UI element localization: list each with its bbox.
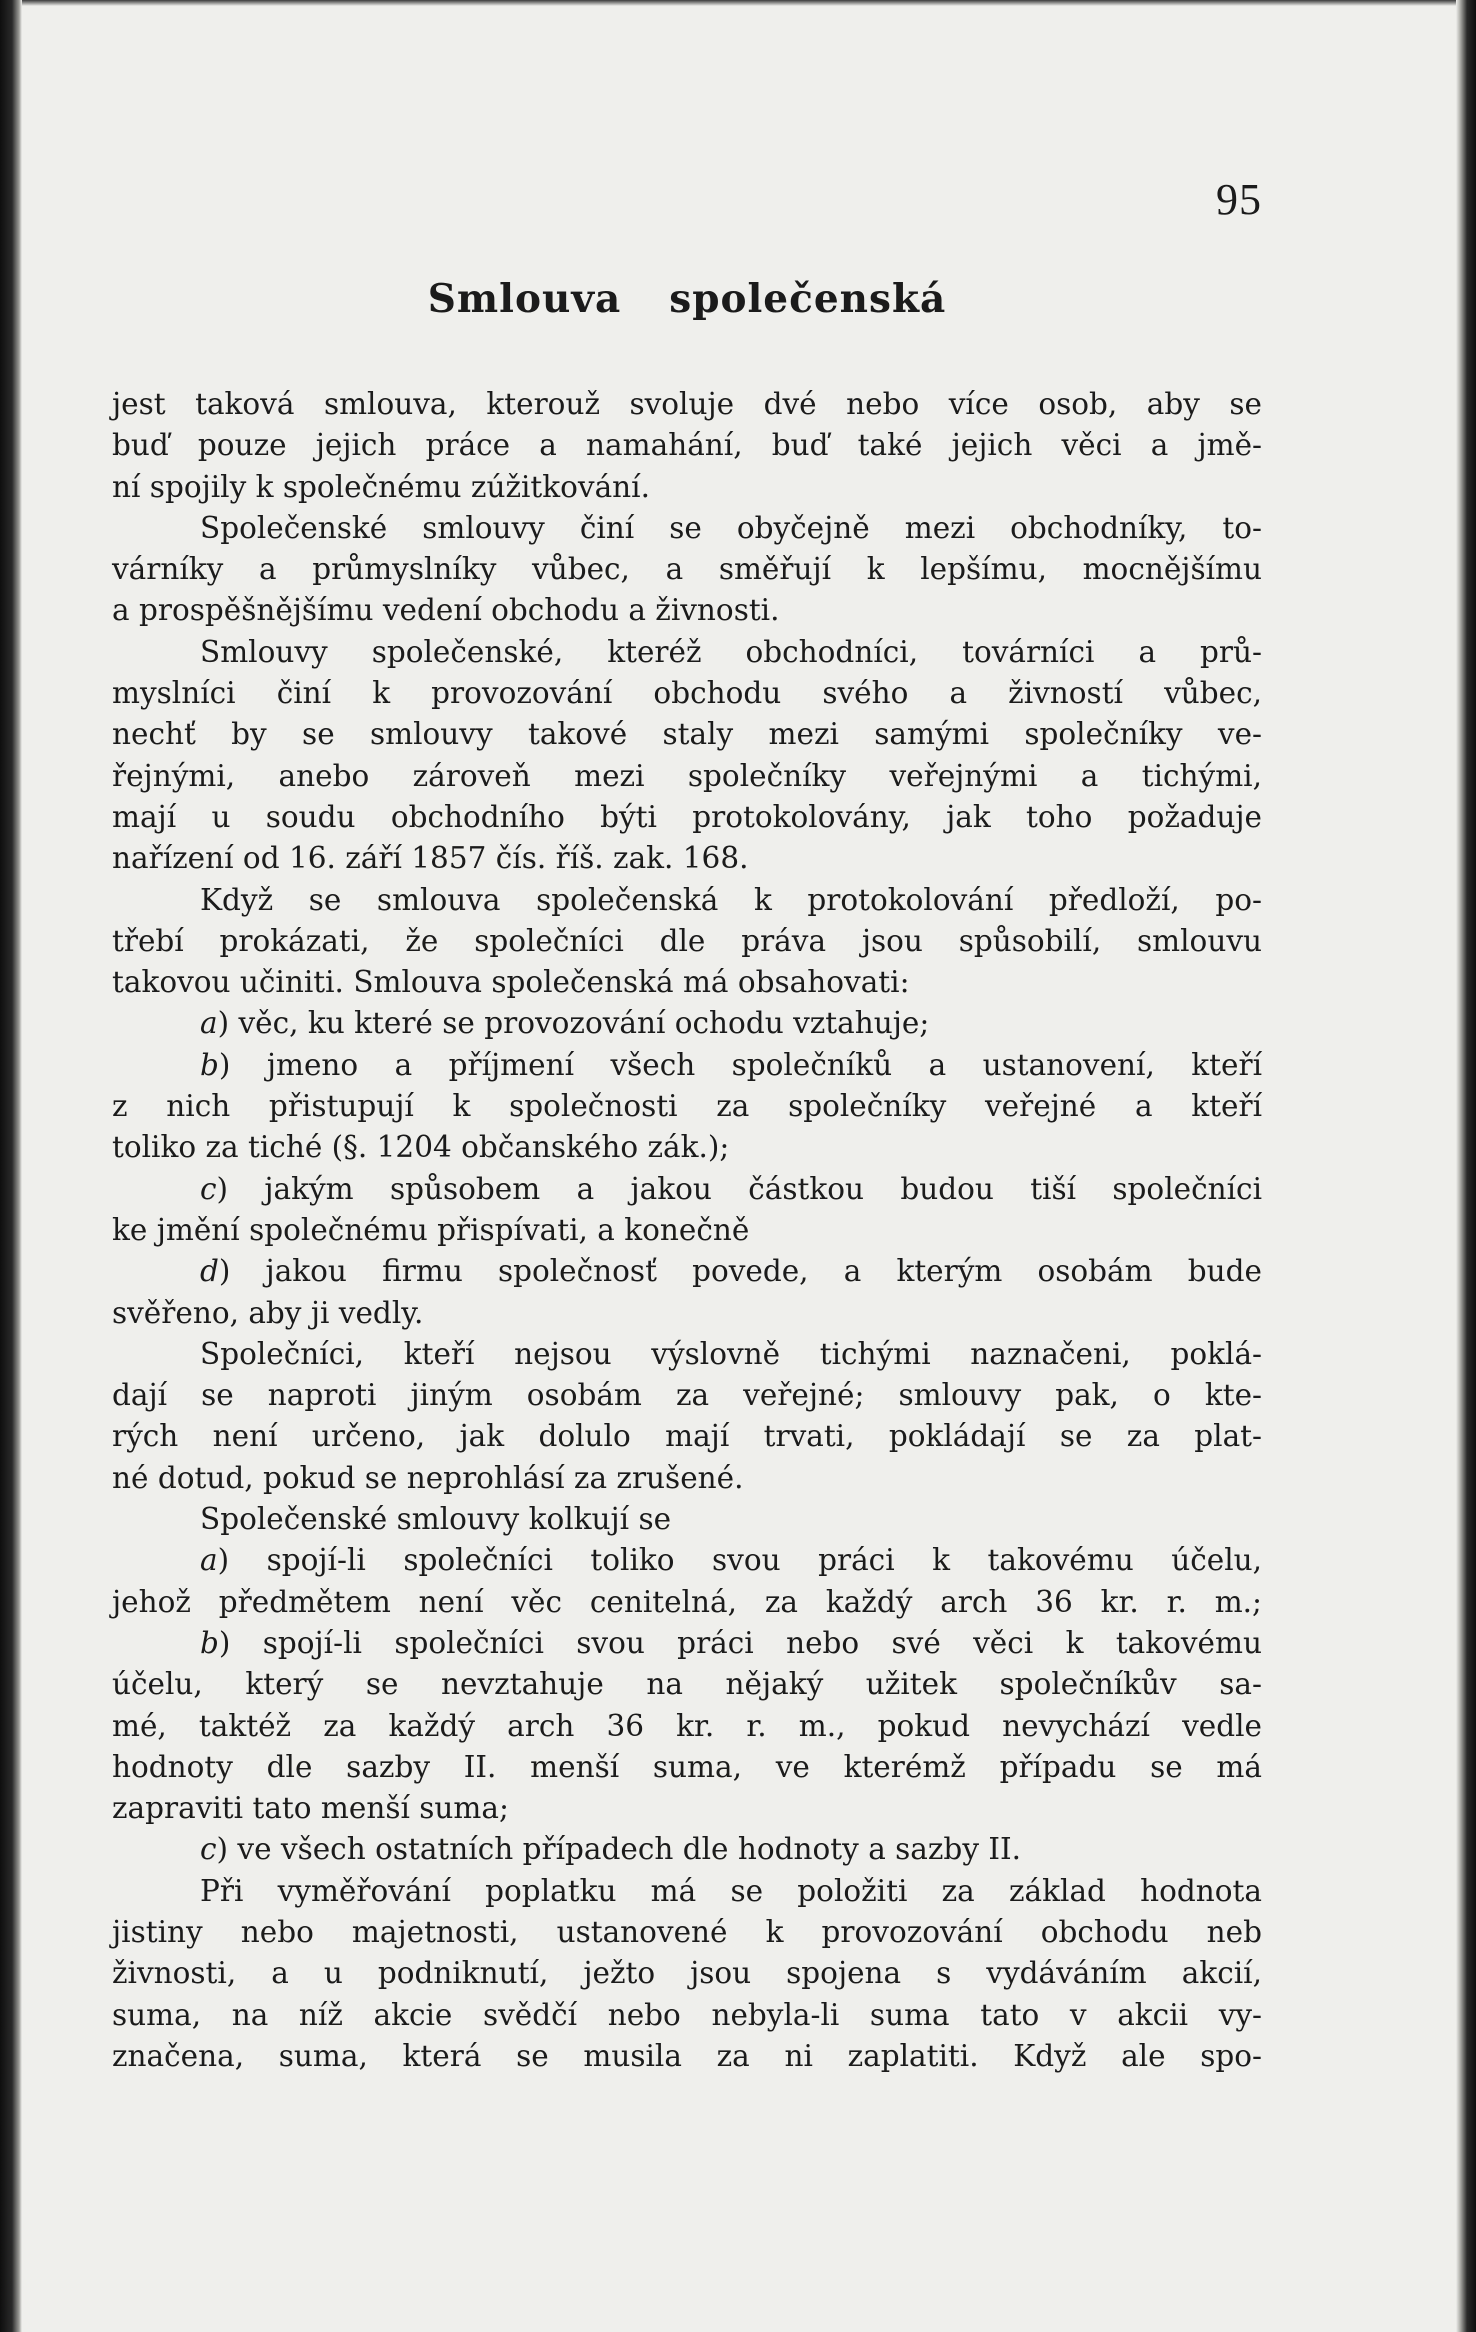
text-line: nařízení od 16. září 1857 čís. říš. zak. 168. [112,841,749,876]
list-item-b: b) jmeno a příjmení všech společníků a ustanovení, kteří [200,1047,1262,1082]
text-line: hodnoty dle sazby II. menší suma, ve kterémž případu se má [112,1749,1262,1784]
scan-edge-right [1456,0,1476,2332]
list-item-d: d) jakou firmu společnosť povede, a kterým osobám bude [200,1254,1262,1289]
text-line: myslníci činí k provozování obchodu svého a živností vůbec, [112,676,1262,711]
list-marker: b [200,1047,219,1082]
text-line: a prospěšnějšímu vedení obchodu a živnosti. [112,593,780,628]
list-marker: c [200,1171,217,1206]
text-line: Při vyměřování poplatku má se položiti za základ hodnota [200,1873,1262,1908]
scan-edge-left [0,0,22,2332]
text-line: mají u soudu obchodního býti protokolovány, jak toho požaduje [112,799,1262,834]
page-title [112,276,1262,322]
text-line: třebí prokázati, že společníci dle práva jsou spůsobilí, smlouvu [112,923,1262,958]
text-line: Smlouvy společenské, kteréž obchodníci, továrníci a prů- [200,634,1262,669]
text-line: Když se smlouva společenská k protokolování předloží, po- [200,882,1262,917]
list-item-c: c) jakým spůsobem a jakou částkou budou tiší společníci [200,1171,1262,1206]
paragraph-6 [112,1499,1262,1871]
paragraph-1 [112,384,1262,508]
text-line: ní spojily k společnému zúžitkování. [112,469,650,504]
body-text [112,384,1262,2077]
text-line: buď pouze jejich práce a namahání, buď také jejich věci a jmě- [112,428,1262,463]
text-line: ke jmění společnému přispívati, a konečně [112,1212,750,1247]
paragraph-7 [112,1871,1262,2077]
text-line: mé, taktéž za každý arch 36 kr. r. m., pokud nevychází vedle [112,1708,1262,1743]
list-marker: a [200,1006,218,1041]
list-marker: a [200,1543,218,1578]
title-word-2: společenská [669,276,947,322]
list-marker: b [200,1625,219,1660]
text-line: jehož předmětem není věc cenitelná, za každý arch 36 kr. r. m.; [112,1584,1262,1619]
text-line: takovou učiniti. Smlouva společenská má obsahovati: [112,965,910,1000]
page-number: 95 [1216,175,1262,224]
text-line: Společenské smlouvy činí se obyčejně mezi obchodníky, to- [200,510,1262,545]
text-line: jest taková smlouva, kterouž svoluje dvé nebo více osob, aby se [112,387,1262,421]
paragraph-4 [112,880,1262,1334]
text-line: z nich přistupují k společnosti za společníky veřejné a kteří [112,1089,1262,1124]
text-line: jistiny nebo majetnosti, ustanovené k provozování obchodu neb [112,1914,1262,1949]
list-marker: c [200,1832,217,1867]
text-line: Společníci, kteří nejsou výslovně tichými naznačeni, poklá- [200,1336,1262,1371]
text-line: řejnými, anebo zároveň mezi společníky veřejnými a tichými, [112,758,1262,793]
list-marker: d [200,1254,219,1289]
text-line: rých není určeno, jak dolulo mají trvati, pokládají se za plat- [112,1419,1262,1454]
text-line: né dotud, pokud se neprohlásí za zrušené. [112,1460,744,1495]
list-item-a: a) spojí-li společníci toliko svou práci k takovému účelu, [200,1543,1262,1578]
list-item-a: a) věc, ku které se provozování ochodu vztahuje; [200,1006,930,1041]
text-line: účelu, který se nevztahuje na nějaký užitek společníkův sa- [112,1667,1262,1702]
paragraph-5 [112,1334,1262,1499]
text-line: značena, suma, která se musila za ni zaplatiti. Když ale spo- [112,2038,1262,2073]
list-item-b: b) spojí-li společníci svou práci nebo své věci k takovému [200,1625,1262,1660]
text-line: Společenské smlouvy kolkují se [200,1502,672,1537]
paragraph-2 [112,508,1262,632]
list-item-c: c) ve všech ostatních případech dle hodnoty a sazby II. [200,1832,1022,1867]
paragraph-3 [112,632,1262,880]
text-line: várníky a průmyslníky vůbec, a směřují k lepšímu, mocnějšímu [112,552,1262,587]
text-line: toliko za tiché (§. 1204 občanského zák.); [112,1130,730,1165]
book-page [112,0,1262,2332]
text-line: živnosti, a u podniknutí, ježto jsou spojena s vydáváním akcií, [112,1956,1262,1991]
text-line: svěřeno, aby ji vedly. [112,1295,424,1330]
text-line: nechť by se smlouvy takové staly mezi samými společníky ve- [112,717,1262,752]
title-word-1: Smlouva [427,276,622,322]
text-line: suma, na níž akcie svědčí nebo nebyla-li suma tato v akcii vy- [112,1997,1262,2032]
text-line: dají se naproti jiným osobám za veřejné; smlouvy pak, o kte- [112,1378,1262,1413]
text-line: zapraviti tato menší suma; [112,1791,509,1826]
